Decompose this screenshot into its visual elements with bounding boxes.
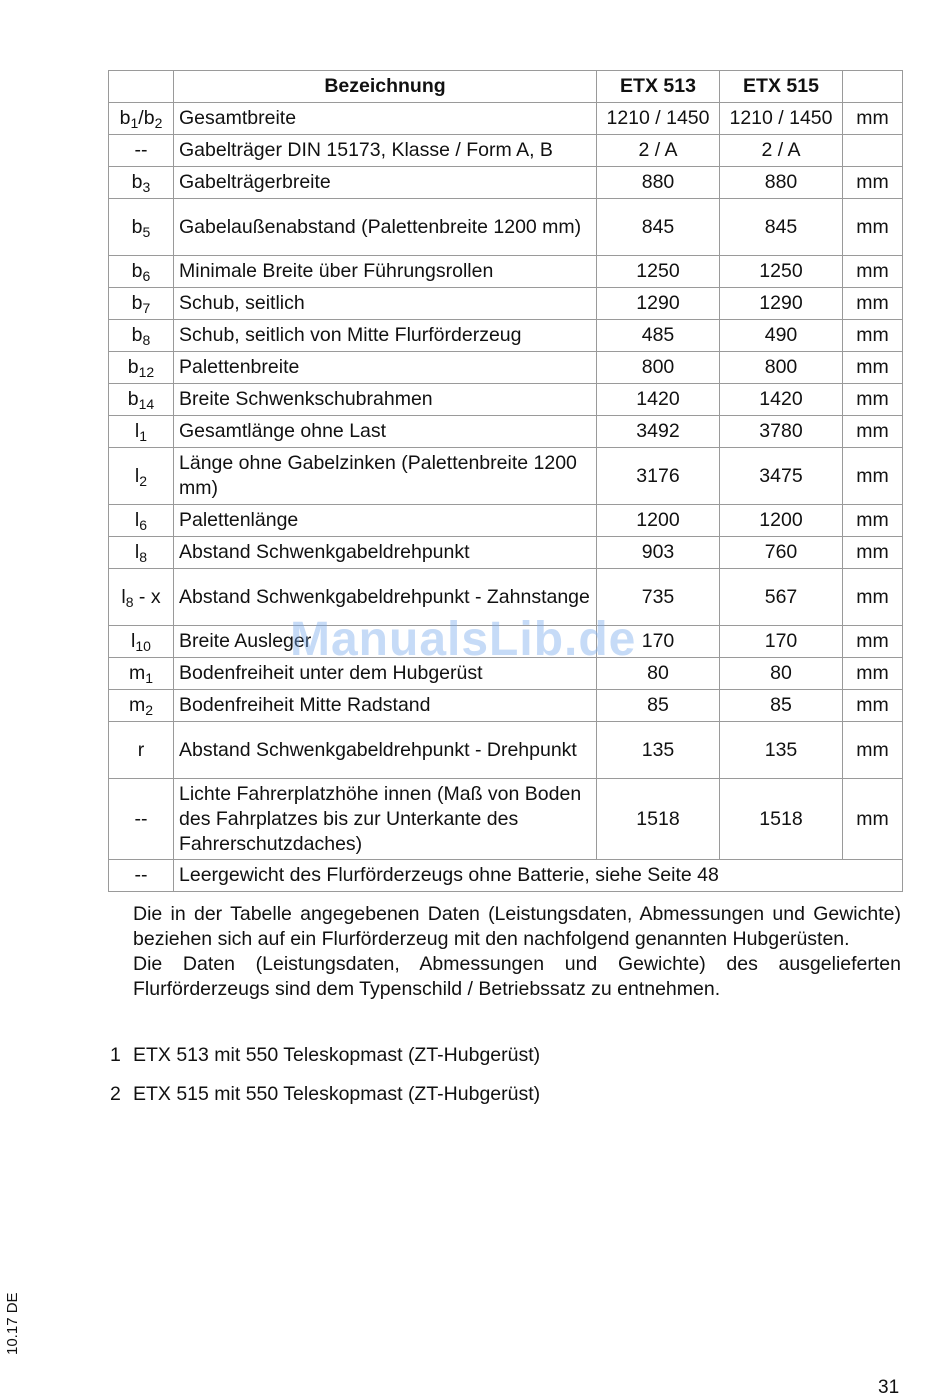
table-notes: [133, 902, 901, 1002]
row-unit: mm: [843, 103, 903, 135]
table-row: [109, 288, 903, 320]
row-description: Abstand Schwenkgabeldrehpunkt - Zahnstange: [174, 569, 597, 626]
row-symbol: --: [109, 135, 174, 167]
table-row: [109, 352, 903, 384]
row-value-etx-515: 760: [720, 537, 843, 569]
row-value-etx-515: 3475: [720, 448, 843, 505]
row-value-etx-513: 1210 / 1450: [597, 103, 720, 135]
row-value-etx-513: 170: [597, 626, 720, 658]
row-unit: mm: [843, 416, 903, 448]
table-row: [109, 384, 903, 416]
page-number: 31: [878, 1377, 900, 1398]
row-value-etx-515: 135: [720, 722, 843, 779]
row-description: Leergewicht des Flurförderzeugs ohne Batterie, siehe Seite 48: [174, 860, 903, 892]
row-unit: mm: [843, 352, 903, 384]
row-unit: mm: [843, 167, 903, 199]
row-value-etx-515: 1420: [720, 384, 843, 416]
row-description: Gabelträgerbreite: [174, 167, 597, 199]
row-unit: mm: [843, 537, 903, 569]
row-value-etx-515: 845: [720, 199, 843, 256]
row-value-etx-515: 1518: [720, 779, 843, 860]
row-description: Abstand Schwenkgabeldrehpunkt - Drehpunkt: [174, 722, 597, 779]
table-row: [109, 448, 903, 505]
row-value-etx-513: 85: [597, 690, 720, 722]
row-symbol: --: [109, 860, 174, 892]
row-value-etx-513: 1200: [597, 505, 720, 537]
row-symbol: $b_8$: [109, 320, 174, 352]
row-symbol: r: [109, 722, 174, 779]
row-symbol: $l_6$: [109, 505, 174, 537]
mast-list-item: [110, 1082, 540, 1107]
row-symbol: $l_{10}$: [109, 626, 174, 658]
row-value-etx-513: 880: [597, 167, 720, 199]
mast-item-number: 2: [110, 1083, 121, 1105]
table-row: [109, 103, 903, 135]
row-value-etx-513: 1518: [597, 779, 720, 860]
row-unit: mm: [843, 288, 903, 320]
row-unit: mm: [843, 569, 903, 626]
row-symbol: $b_5$: [109, 199, 174, 256]
row-unit: mm: [843, 722, 903, 779]
watermark: ManualsLib.de: [290, 613, 637, 666]
row-description: Schub, seitlich: [174, 288, 597, 320]
row-value-etx-513: 1250: [597, 256, 720, 288]
row-description: Abstand Schwenkgabeldrehpunkt: [174, 537, 597, 569]
row-value-etx-515: 85: [720, 690, 843, 722]
row-description: Gabelaußenabstand (Palettenbreite 1200 mm): [174, 199, 597, 256]
row-description: Länge ohne Gabelzinken (Palettenbreite 1200 mm): [174, 448, 597, 505]
row-symbol: $b_3$: [109, 167, 174, 199]
row-symbol: $l_8$: [109, 537, 174, 569]
row-unit: mm: [843, 505, 903, 537]
row-value-etx-515: 3780: [720, 416, 843, 448]
row-unit: mm: [843, 779, 903, 860]
row-symbol: $b_6$: [109, 256, 174, 288]
header-symbol: [109, 71, 174, 103]
row-value-etx-513: 3176: [597, 448, 720, 505]
row-unit: mm: [843, 199, 903, 256]
row-value-etx-515: 1250: [720, 256, 843, 288]
row-value-etx-515: 800: [720, 352, 843, 384]
row-unit: mm: [843, 320, 903, 352]
mast-list-item: [110, 1043, 540, 1068]
table-row: [109, 416, 903, 448]
row-value-etx-513: 135: [597, 722, 720, 779]
row-symbol: $b_{12}$: [109, 352, 174, 384]
table-row: [109, 860, 903, 892]
mast-item-number: 1: [110, 1044, 121, 1066]
row-value-etx-513: 1290: [597, 288, 720, 320]
note-paragraph: Die Daten (Leistungsdaten, Abmessungen und Gewichte) des ausgelieferten Flurförderzeugs sind dem Typenschild / Betriebssatz zu entnehmen.: [133, 953, 901, 1000]
table-row: [109, 167, 903, 199]
row-description: Gabelträger DIN 15173, Klasse / Form A, B: [174, 135, 597, 167]
row-unit: mm: [843, 690, 903, 722]
mast-item-text: ETX 515 mit 550 Teleskopmast (ZT-Hubgerüst): [133, 1083, 541, 1105]
row-value-etx-513: 485: [597, 320, 720, 352]
row-symbol: $l_2$: [109, 448, 174, 505]
row-symbol: $b_{14}$: [109, 384, 174, 416]
row-symbol: $b_7$: [109, 288, 174, 320]
row-unit: mm: [843, 658, 903, 690]
row-value-etx-515: 170: [720, 626, 843, 658]
row-unit: [843, 135, 903, 167]
table-row: [109, 722, 903, 779]
row-symbol: $m_1$: [109, 658, 174, 690]
row-value-etx-515: 80: [720, 658, 843, 690]
header-designation: Bezeichnung: [174, 71, 597, 103]
row-symbol: $l_1$: [109, 416, 174, 448]
row-description: Bodenfreiheit unter dem Hubgerüst: [174, 658, 597, 690]
table-row: [109, 135, 903, 167]
row-description: Gesamtlänge ohne Last: [174, 416, 597, 448]
edition-date-code: 10.17 DE: [4, 1292, 21, 1355]
row-description: Schub, seitlich von Mitte Flurförderzeug: [174, 320, 597, 352]
table-row: [109, 505, 903, 537]
header-etx-515: ETX 515: [720, 71, 843, 103]
note-paragraph: Die in der Tabelle angegebenen Daten (Leistungsdaten, Abmessungen und Gewichte) beziehen sich auf ein Flurförderzeug mit den nachfolgend genannten Hubgerüsten.: [133, 903, 901, 950]
row-unit: mm: [843, 626, 903, 658]
table-header-row: [109, 71, 903, 103]
row-value-etx-513: 800: [597, 352, 720, 384]
row-value-etx-513: 903: [597, 537, 720, 569]
row-value-etx-513: 2 / A: [597, 135, 720, 167]
row-unit: mm: [843, 448, 903, 505]
row-symbol: $m_2$: [109, 690, 174, 722]
row-description: Minimale Breite über Führungsrollen: [174, 256, 597, 288]
row-value-etx-515: 1210 / 1450: [720, 103, 843, 135]
table-row: [109, 537, 903, 569]
row-value-etx-515: 567: [720, 569, 843, 626]
table-row: [109, 779, 903, 860]
row-value-etx-513: 80: [597, 658, 720, 690]
table-row: [109, 690, 903, 722]
row-description: Breite Ausleger: [174, 626, 597, 658]
row-symbol: $l_8$ - x: [109, 569, 174, 626]
row-description: Palettenlänge: [174, 505, 597, 537]
header-unit: [843, 71, 903, 103]
row-value-etx-513: 1420: [597, 384, 720, 416]
row-value-etx-513: 845: [597, 199, 720, 256]
row-value-etx-515: 880: [720, 167, 843, 199]
row-description: Palettenbreite: [174, 352, 597, 384]
row-unit: mm: [843, 384, 903, 416]
row-unit: mm: [843, 256, 903, 288]
row-description: Lichte Fahrerplatzhöhe innen (Maß von Boden des Fahrplatzes bis zur Unterkante des Fahrerschutzdaches): [174, 779, 597, 860]
header-etx-513: ETX 513: [597, 71, 720, 103]
table-row: [109, 320, 903, 352]
table-row: [109, 199, 903, 256]
technical-data-table: [108, 70, 903, 892]
row-value-etx-515: 1290: [720, 288, 843, 320]
row-description: Bodenfreiheit Mitte Radstand: [174, 690, 597, 722]
row-value-etx-515: 2 / A: [720, 135, 843, 167]
row-description: Gesamtbreite: [174, 103, 597, 135]
row-description: Breite Schwenkschubrahmen: [174, 384, 597, 416]
row-value-etx-515: 1200: [720, 505, 843, 537]
row-value-etx-515: 490: [720, 320, 843, 352]
row-symbol: --: [109, 779, 174, 860]
row-symbol: $b_1/b_2$: [109, 103, 174, 135]
row-value-etx-513: 735: [597, 569, 720, 626]
mast-item-text: ETX 513 mit 550 Teleskopmast (ZT-Hubgerüst): [133, 1044, 541, 1066]
table-row: [109, 256, 903, 288]
row-value-etx-513: 3492: [597, 416, 720, 448]
